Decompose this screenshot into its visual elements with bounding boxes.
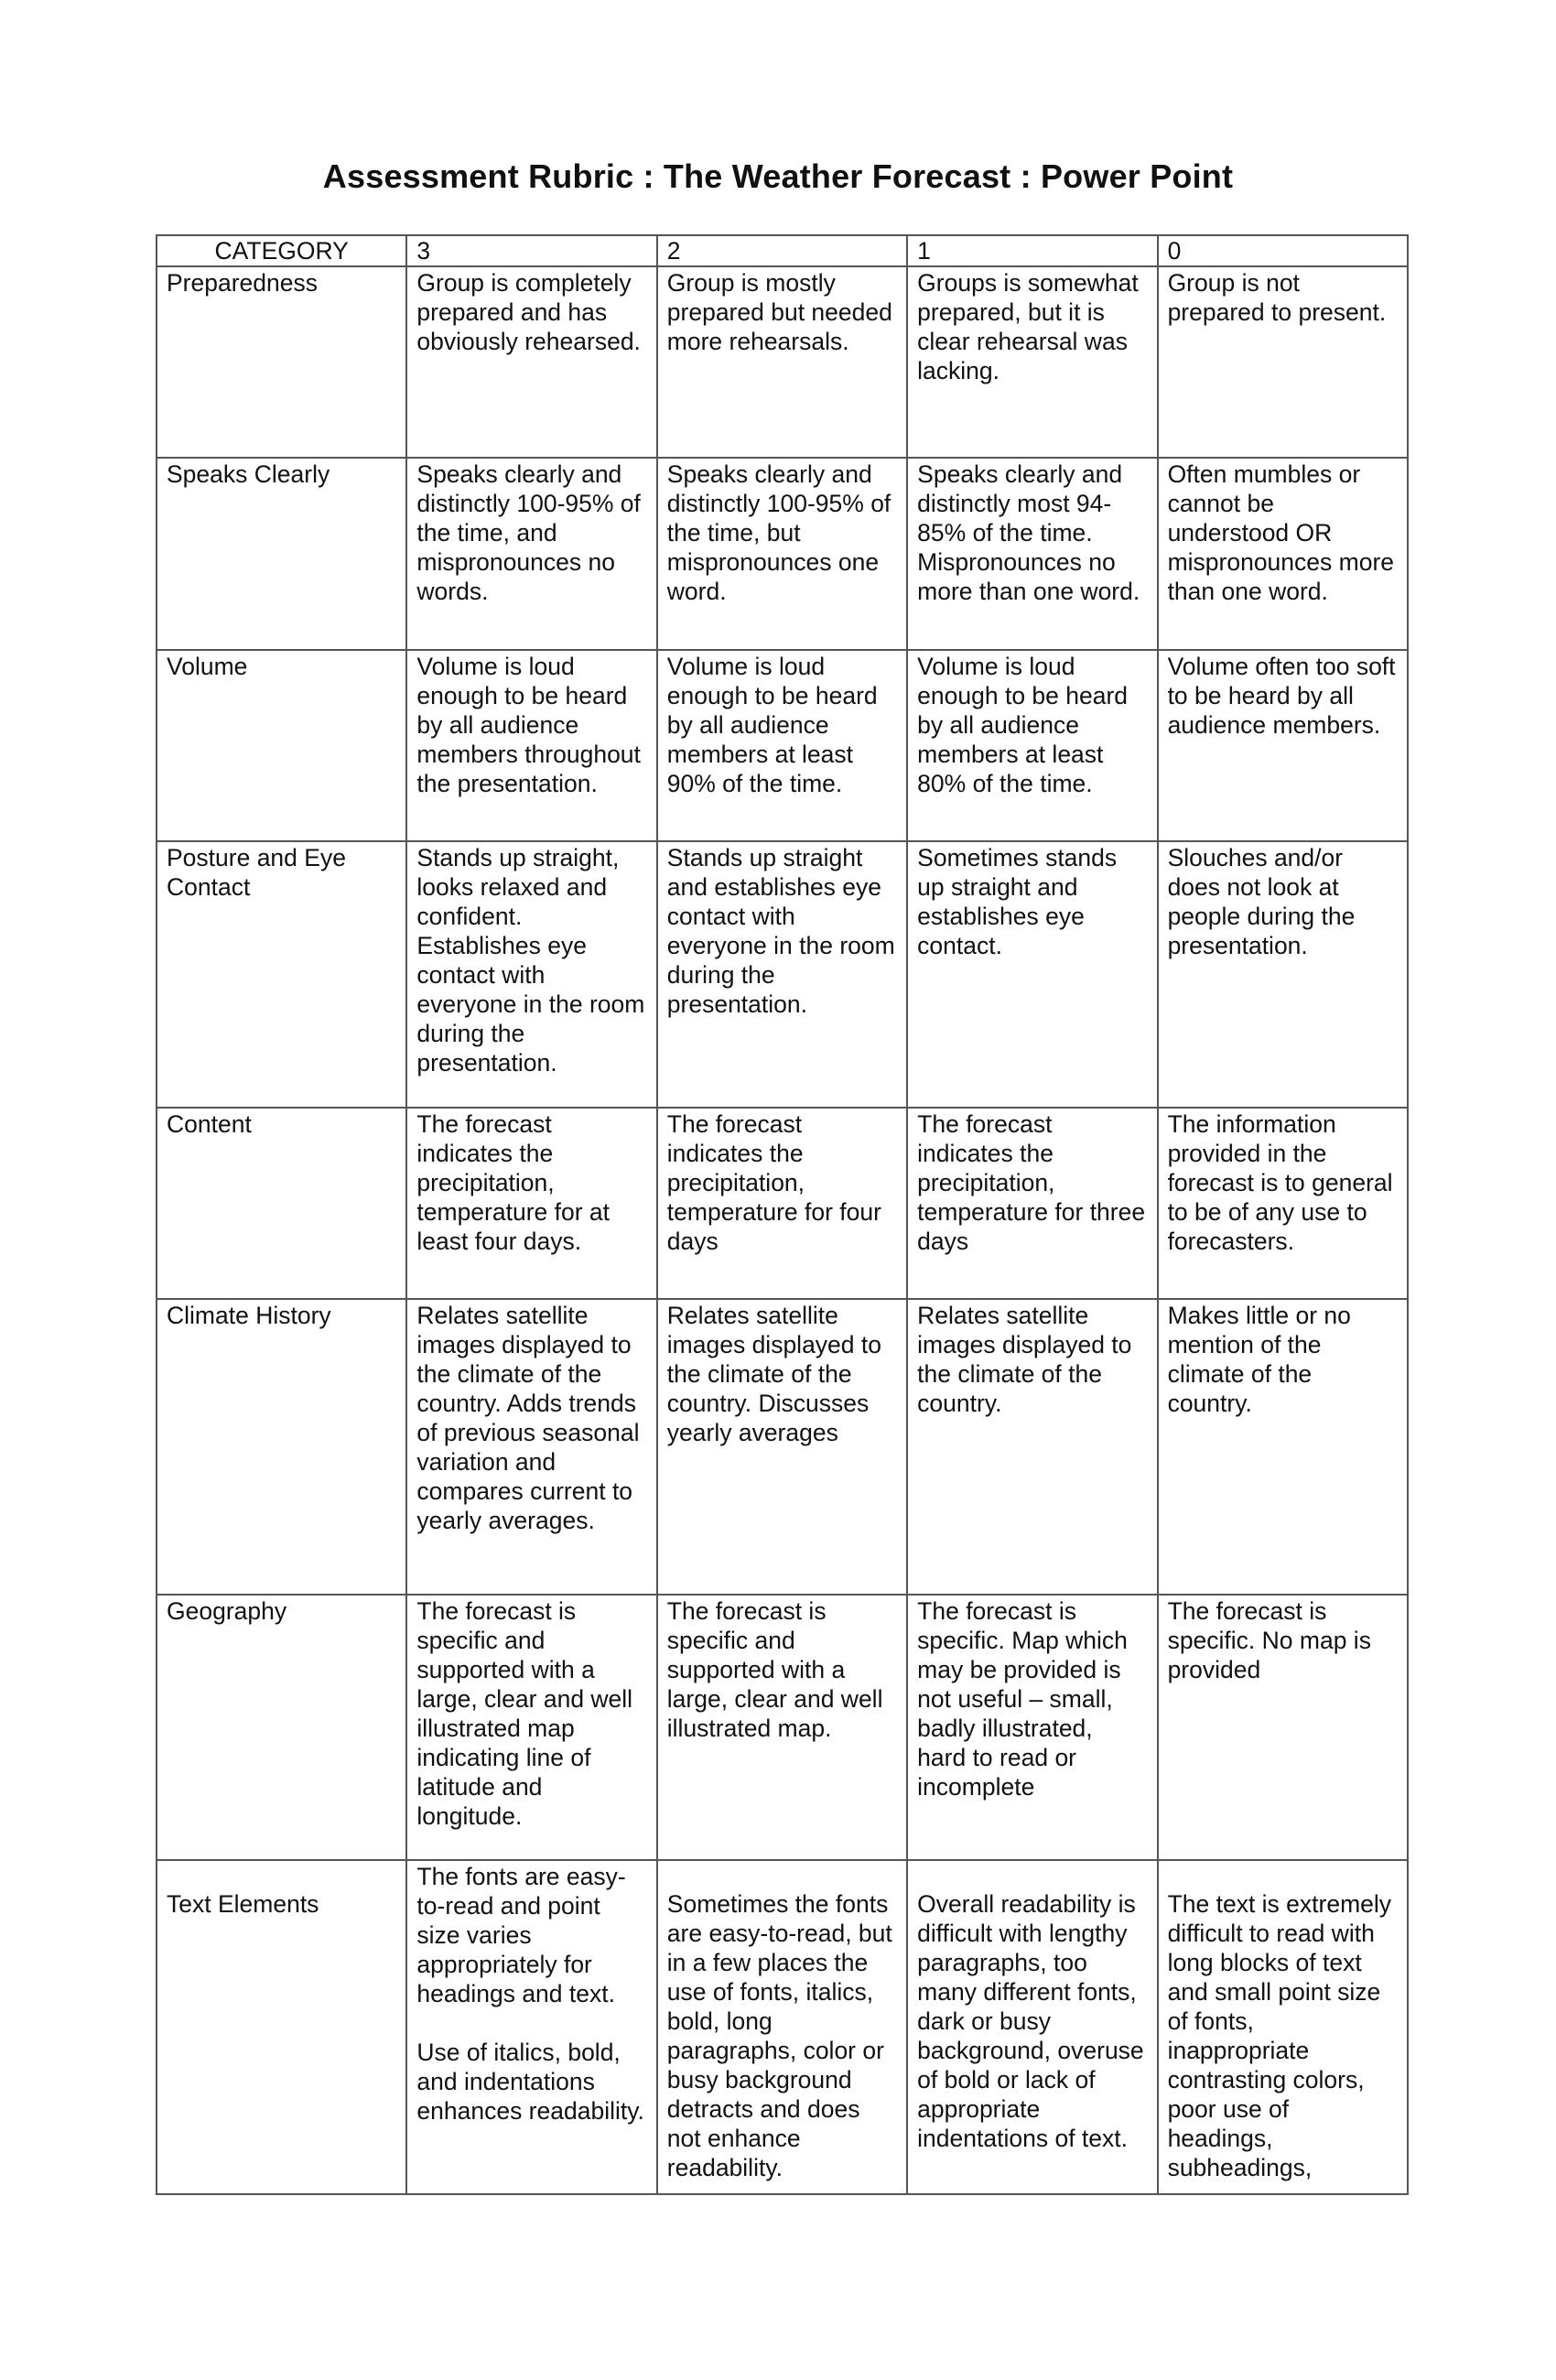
score-1-cell: Overall readability is difficult with lengthy paragraphs, too many different fonts, dark or busy background, overuse of bold or lack of appropriate indentations of text. — [907, 1860, 1157, 2194]
score-0-cell: Often mumbles or cannot be understood OR mispronounces more than one word. — [1158, 458, 1408, 650]
category-cell: Speaks Clearly — [157, 458, 406, 650]
score-1-cell: Speaks clearly and distinctly most 94-85% of the time. Mispronounces no more than one word. — [907, 458, 1157, 650]
score-1-cell: The forecast is specific. Map which may be provided is not useful – small, badly illustrated, hard to read or incomplete — [907, 1595, 1157, 1860]
score-3-cell: Volume is loud enough to be heard by all audience members throughout the presentation. — [406, 650, 656, 841]
table-row — [157, 841, 1408, 1108]
table-row — [157, 650, 1408, 841]
header-score-1: 1 — [907, 235, 1157, 266]
table-row — [157, 1860, 1408, 2194]
score-3-cell: Relates satellite images displayed to the climate of the country. Adds trends of previous seasonal variation and compares current to yearly averages. — [406, 1299, 656, 1595]
score-0-cell: The information provided in the forecast is to general to be of any use to forecasters. — [1158, 1108, 1408, 1299]
page-title: Assessment Rubric : The Weather Forecast : Power Point — [322, 157, 1234, 195]
header-score-0: 0 — [1158, 235, 1408, 266]
header-score-2: 2 — [657, 235, 907, 266]
table-row — [157, 458, 1408, 650]
score-2-cell: Relates satellite images displayed to the climate of the country. Discusses yearly averages — [657, 1299, 907, 1595]
table-row — [157, 266, 1408, 458]
score-1-cell: The forecast indicates the precipitation, temperature for three days — [907, 1108, 1157, 1299]
score-3-cell: The forecast indicates the precipitation, temperature for at least four days. — [406, 1108, 656, 1299]
header-row — [157, 235, 1408, 266]
score-3-cell: Stands up straight, looks relaxed and confident. Establishes eye contact with everyone in the room during the presentation. — [406, 841, 656, 1108]
score-2-cell: Volume is loud enough to be heard by all audience members at least 90% of the time. — [657, 650, 907, 841]
score-1-cell: Sometimes stands up straight and establishes eye contact. — [907, 841, 1157, 1108]
table-row — [157, 1108, 1408, 1299]
category-cell: Text Elements — [157, 1860, 406, 2194]
score-0-cell: The text is extremely difficult to read with long blocks of text and small point size of fonts, inappropriate contrasting colors, poor use of headings, subheadings, — [1158, 1860, 1408, 2194]
category-cell: Content — [157, 1108, 406, 1299]
rubric-table — [156, 234, 1409, 2195]
table-row — [157, 1299, 1408, 1595]
score-0-cell: Group is not prepared to present. — [1158, 266, 1408, 458]
score-2-cell: The forecast indicates the precipitation, temperature for four days — [657, 1108, 907, 1299]
category-cell: Climate History — [157, 1299, 406, 1595]
category-cell: Preparedness — [157, 266, 406, 458]
category-cell: Posture and Eye Contact — [157, 841, 406, 1108]
score-2-cell: Sometimes the fonts are easy-to-read, but in a few places the use of fonts, italics, bold, long paragraphs, color or busy background detracts and does not enhance readability. — [657, 1860, 907, 2194]
score-3-cell: Speaks clearly and distinctly 100-95% of the time, and mispronounces no words. — [406, 458, 656, 650]
score-2-cell: The forecast is specific and supported with a large, clear and well illustrated map. — [657, 1595, 907, 1860]
score-3-cell: The fonts are easy-to-read and point size varies appropriately for headings and text. Use of italics, bold, and indentations enhances readability. — [406, 1860, 656, 2194]
header-score-3: 3 — [406, 235, 656, 266]
score-2-cell: Stands up straight and establishes eye contact with everyone in the room during the presentation. — [657, 841, 907, 1108]
score-0-cell: Makes little or no mention of the climate of the country. — [1158, 1299, 1408, 1595]
score-1-cell: Relates satellite images displayed to the climate of the country. — [907, 1299, 1157, 1595]
score-1-cell: Groups is somewhat prepared, but it is clear rehearsal was lacking. — [907, 266, 1157, 458]
table-row — [157, 1595, 1408, 1860]
score-1-cell: Volume is loud enough to be heard by all audience members at least 80% of the time. — [907, 650, 1157, 841]
score-0-cell: Slouches and/or does not look at people during the presentation. — [1158, 841, 1408, 1108]
category-cell: Volume — [157, 650, 406, 841]
score-2-cell: Speaks clearly and distinctly 100-95% of the time, but mispronounces one word. — [657, 458, 907, 650]
score-3-cell: The forecast is specific and supported with a large, clear and well illustrated map indicating line of latitude and longitude. — [406, 1595, 656, 1860]
score-0-cell: Volume often too soft to be heard by all audience members. — [1158, 650, 1408, 841]
header-category: CATEGORY — [157, 235, 406, 266]
score-0-cell: The forecast is specific. No map is provided — [1158, 1595, 1408, 1860]
score-2-cell: Group is mostly prepared but needed more rehearsals. — [657, 266, 907, 458]
score-3-cell: Group is completely prepared and has obviously rehearsed. — [406, 266, 656, 458]
category-cell: Geography — [157, 1595, 406, 1860]
